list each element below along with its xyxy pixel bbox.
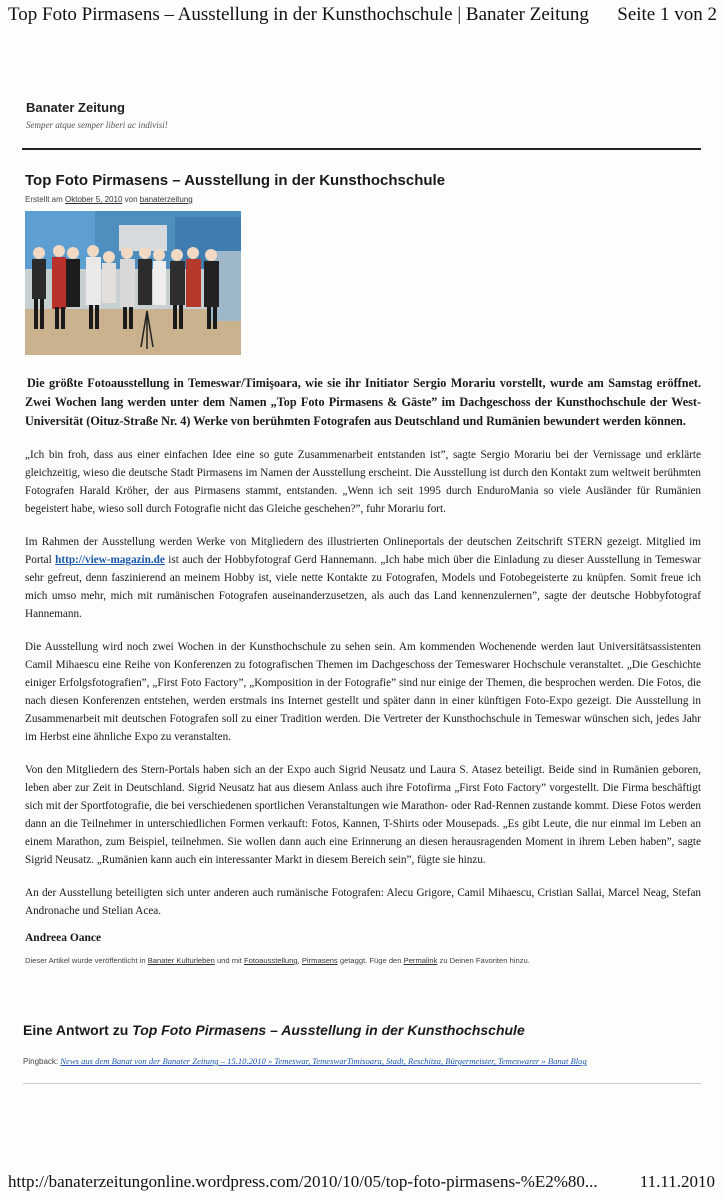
paragraph-1: „Ich bin froh, dass aus einer einfachen Idee eine so gute Zusammenarbeit entstanden ist”, sagte Sergio Morariu bei der Vernissage und erklärte gleichzeitig, wieso die deutsche Stadt Pirmasens im Namen der Ausstellung erscheint. Die Ausstellung ist durch den Kontakt zum weltweit berühmten Fotografen Harald Kröher, der aus Pirmasens stammt, entstanden. „Wenn ich seit 1995 durch EnduroMania so viele Ausländer für Rumänien begeistert habe, wieso soll durch Fotografie nicht das Gleiche geschehen?”, fuhr Morariu fort. <box>25 449 701 515</box>
view-magazin-link[interactable]: http://view-magazin.de <box>55 554 165 566</box>
responses-title-prefix: Eine Antwort zu <box>23 1022 129 1038</box>
article-footer-meta <box>25 956 701 965</box>
filed-text-2: und mit <box>216 956 242 965</box>
exhibition-group-photo <box>25 211 241 355</box>
responses-title <box>23 1022 701 1038</box>
print-footer-url: http://banaterzeitungonline.wordpress.com/2010/10/05/top-foto-pirmasens-%E2%80... <box>8 1172 598 1191</box>
article-title[interactable]: Top Foto Pirmasens – Ausstellung in der Kunsthochschule <box>25 172 446 189</box>
site-title[interactable]: Banater Zeitung <box>26 100 125 115</box>
author-link[interactable]: banaterzeitung <box>139 195 193 204</box>
article-signature: Andreea Oance <box>25 932 102 944</box>
article <box>25 172 701 965</box>
print-page-number: Seite 1 von 2 <box>617 4 717 25</box>
filed-text-1: Dieser Artikel wurde veröffentlicht in <box>25 956 146 965</box>
pingback-label: Pingback: <box>23 1057 59 1066</box>
permalink-link[interactable]: Permalink <box>403 956 438 965</box>
article-meta <box>25 195 701 204</box>
print-header-title: Top Foto Pirmasens – Ausstellung in der Kunsthochschule | Banater Zeitung <box>8 4 589 25</box>
article-lead: Die größte Fotoausstellung in Temeswar/Timişoara, wie sie ihr Initiator Sergio Morariu vorstellt, wurde am Samstag eröffnet. Zwei Wochen lang werden unter dem Namen „Top Foto Pirmasens & Gäste” im Dachgeschoss der Kunsthochschule der West-Universität (Oituz-Straße Nr. 4) Werke von berühmten Fotografen aus Deutschland und Rumänien bewundert werden können. <box>25 376 701 428</box>
pingback-link[interactable]: News aus dem Banat von der Banater Zeitung – 15.10.2010 » Temeswar, TemeswarTimisoara, Stadt, Reschitza, Bürgermeister, Temeswarer » Banat Blog <box>60 1056 587 1066</box>
category-link[interactable]: Banater Kulturleben <box>147 956 215 965</box>
tag-link-fotoausstellung[interactable]: Fotoausstellung <box>243 956 298 965</box>
paragraph-2-part-a: Im Rahmen der Ausstellung werden Werke von Mitgliedern des illustrierten Onlineportals der deutschen Zeitschrift STERN gezeigt. Mitglied im Portal <box>25 536 701 566</box>
paragraph-5: An der Ausstellung beteiligten sich unter anderen auch rumänische Fotografen: Alecu Grigore, Camil Mihaescu, Cristian Sallai, Marcel Neag, Stefan Andronache und Stelian Acea. <box>25 887 701 917</box>
paragraph-3: Die Ausstellung wird noch zwei Wochen in der Kunsthochschule zu sehen sein. Am kommenden Wochenende werden laut Universitätsassistenten Camil Mihaescu eine Reihe von Konferenzen zu fotografischen Themen im Dachgeschoss der Temeswarer Hochschule veranstaltet. „Die Geschichte einiger Erfolgsfotografien”, „First Foto Factory”, „Komposition in der Fotografie” sind nur einige der Themen, die besprochen werden. Die Fotos, die nach diesen Konferenzen entstehen, werden erstmals ins Internet gestellt und später dann in einer künftigen Foto-Expo gezeigt. Die Ausstellung in Zusammenarbeit mit deutschen Fotografen soll zu einer Tradition werden. Die Vertreter der Kunsthochschule in Temeswar wünschen sich, jedes Jahr im Herbst eine ähnliche Expo zu veranstalten. <box>25 641 701 743</box>
paragraph-2 <box>25 533 701 623</box>
site-tagline: Semper atque semper liberi ac indivisi! <box>26 120 168 130</box>
filed-text-3: getaggt. Füge den <box>339 956 402 965</box>
pingback-item <box>23 1056 701 1084</box>
site-header <box>26 100 168 130</box>
responses-title-post: Top Foto Pirmasens – Ausstellung in der Kunsthochschule <box>132 1022 525 1038</box>
group-photo-illustration <box>25 211 241 355</box>
meta-by: von <box>124 195 138 204</box>
print-footer-date: 11.11.2010 <box>639 1172 715 1191</box>
print-header <box>8 4 717 26</box>
paragraph-4: Von den Mitgliedern des Stern-Portals haben sich an der Expo auch Sigrid Neusatz und Laura S. Atasez beteiligt. Beide sind in Rumänien geboren, leben aber zur Zeit in Deutschland. Sigrid Neusatz hat aus diesem Anlass auch ihre Fotofirma „First Foto Factory” vorgestellt. Die Firma beschäftigt sich mit der Sportfotografie, die bei verschiedenen sportlichen Veranstaltungen wie Marathon- oder Rad-Rennen zustande kommt. Diese Fotos werden dann an die Teilnehmer in unterschiedlichen Formen verkauft: Fotos, Kannen, T-Shirts oder Mousepads. „Es gibt Leute, die nur einmal im Leben an einem Marathon, zum Beispiel, teilnehmen. Sie wollen dann auch eine Erinnerung an diesen herausragenden Moment in ihrem Leben haben”, sagte Sigrid Neusatz. „Rumänien kann auch ein interessanter Markt in diesem Bereich sein”, fügte sie hinzu. <box>25 764 701 866</box>
meta-prefix: Erstellt am <box>25 195 63 204</box>
header-divider <box>22 148 701 150</box>
responses-section <box>23 1022 701 1084</box>
tag-separator: , <box>297 956 300 965</box>
filed-text-4: zu Deinen Favoriten hinzu. <box>439 956 530 965</box>
date-link[interactable]: Oktober 5, 2010 <box>65 195 123 204</box>
tag-link-pirmasens[interactable]: Pirmasens <box>301 956 338 965</box>
paragraph-2-part-b: ist auch der Hobbyfotograf Gerd Hannemann. „Ich habe mich über die Einladung zu dieser Ausstellung in Temeswar sehr gefreut, denn faszinierend an meinem Hobby ist, viele nette Kontakte zu Fotografen, Models und Fotobegeisterte zu knüpfen. Somit freue ich mich umso mehr, mich mit rumänischen Fotografen auseinanderzusetzen, als auch das Land kennenzulernen”, sagte der deutsche Hobbyfotograf Hannemann. <box>25 554 702 620</box>
print-footer <box>8 1172 715 1192</box>
